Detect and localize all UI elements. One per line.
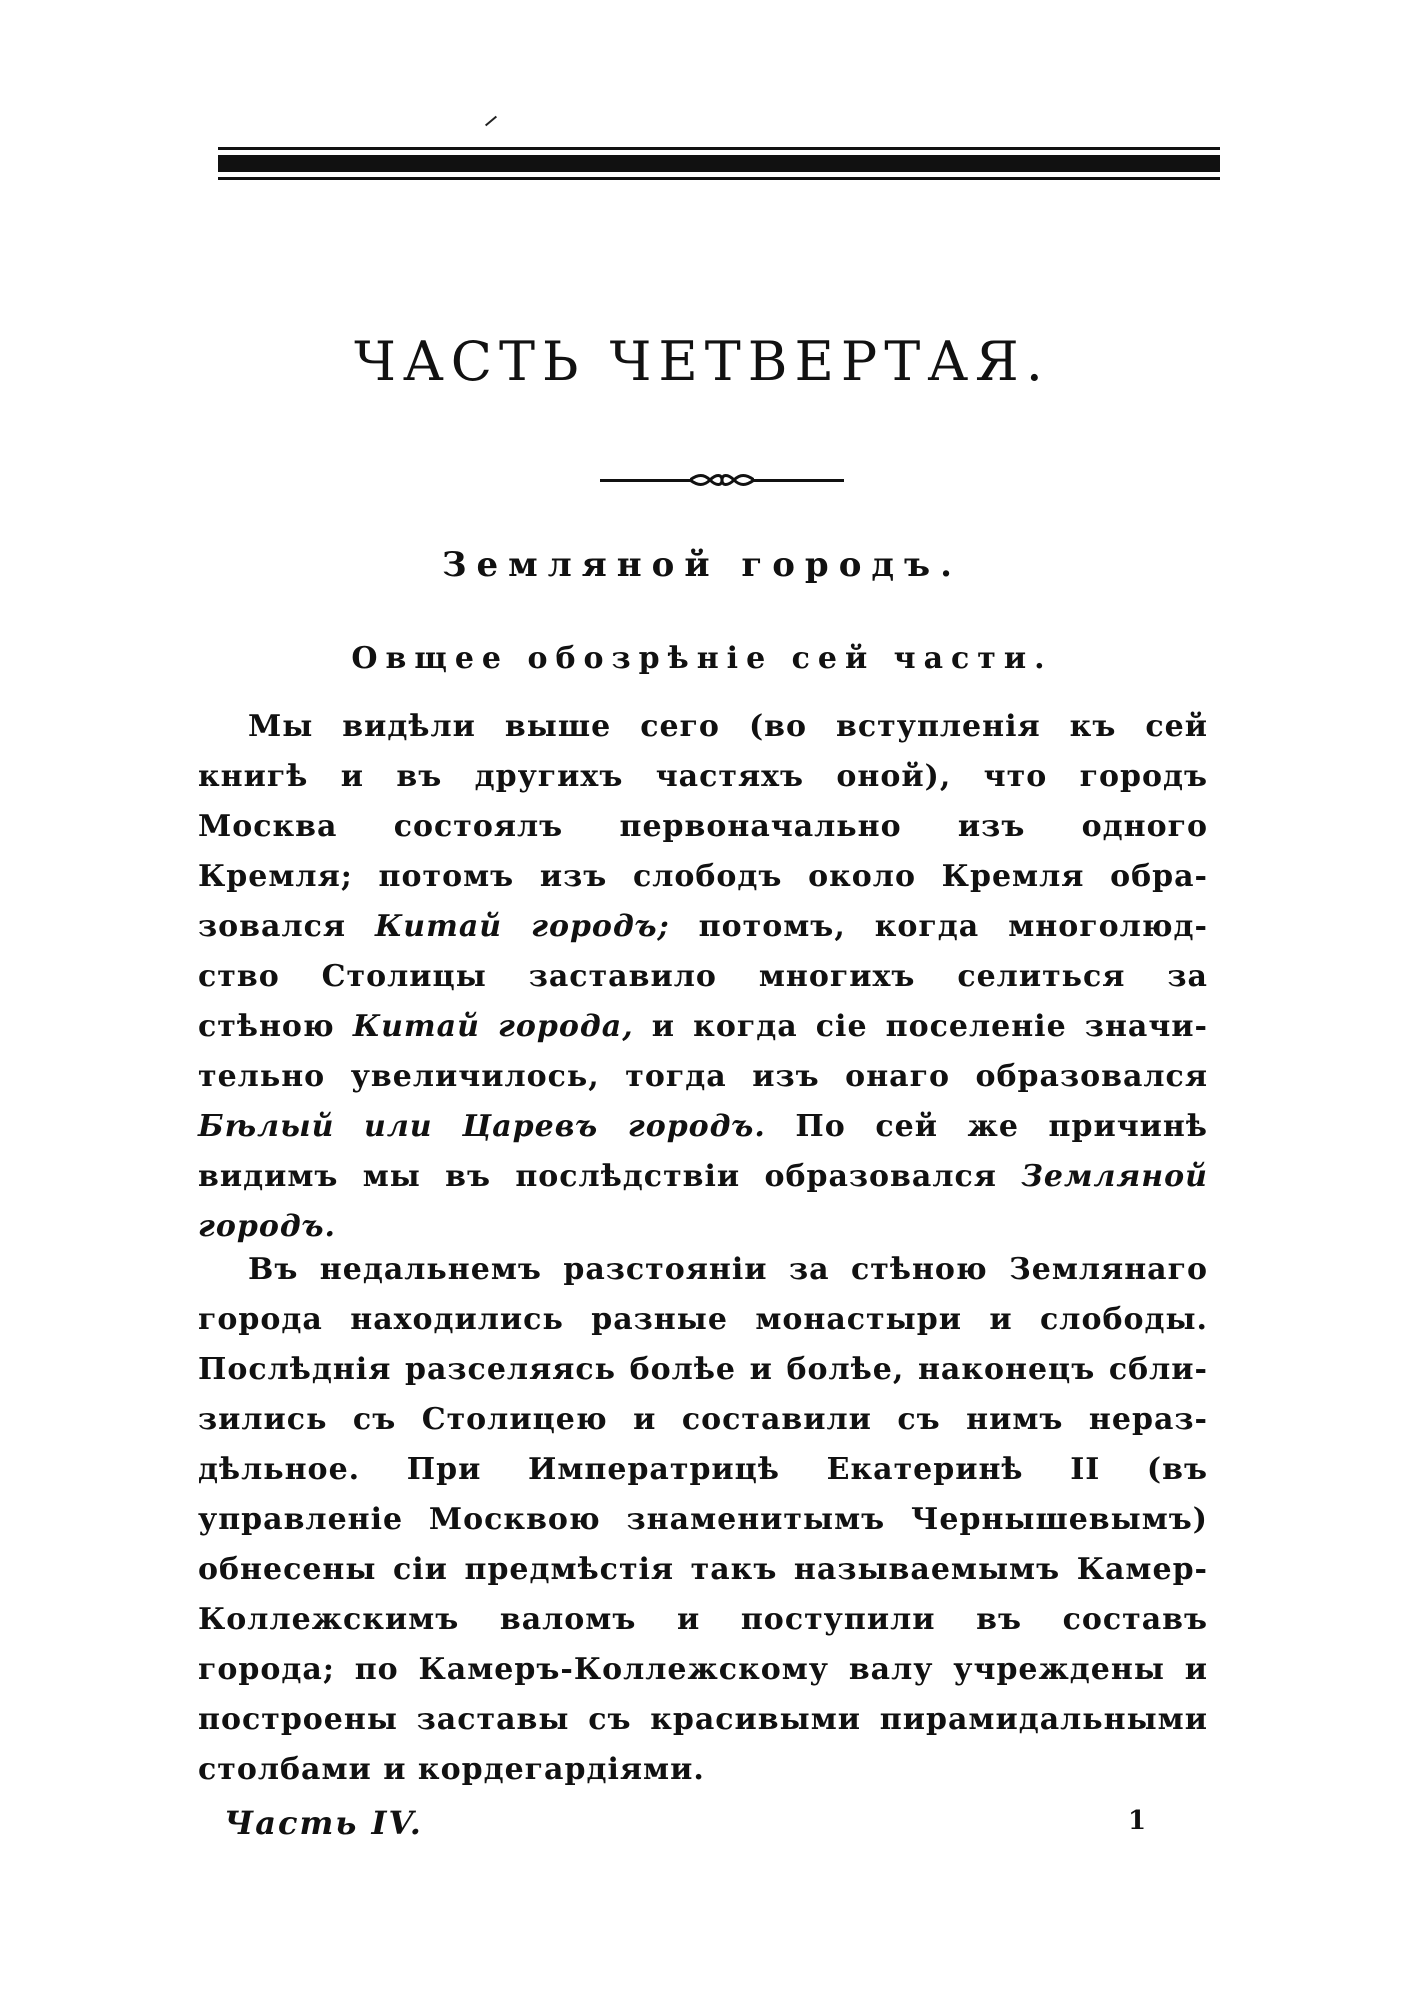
text-line: видимъ мы въ послѣдствіи образовался Земляной xyxy=(198,1159,1208,1194)
ornament-divider xyxy=(600,470,844,490)
text-line: Коллежскимъ валомъ и поступили въ составъ xyxy=(198,1602,1208,1637)
text-line: построены заставы съ красивыми пирамидальными xyxy=(198,1702,1208,1737)
text-line: города; по Камеръ-Коллежскому валу учреждены и xyxy=(198,1652,1208,1687)
top-rule xyxy=(218,147,1220,183)
text-line: книгѣ и въ другихъ частяхъ оной), что городъ xyxy=(198,759,1208,794)
page-number: 1 xyxy=(1128,1806,1147,1836)
text-line: столбами и кордегардіями. xyxy=(198,1752,705,1787)
footer-signature: Часть IV. xyxy=(224,1804,423,1842)
text-line: Кремля; потомъ изъ слободъ около Кремля обра- xyxy=(198,859,1208,894)
text-line: ство Столицы заставило многихъ селиться за xyxy=(198,959,1208,994)
subsection-title: Овщее обозрѣніе сей части. xyxy=(351,641,1053,676)
text-line: Бѣлый или Царевъ городъ. По сей же причинѣ xyxy=(198,1109,1208,1144)
text-line: Мы видѣли выше сего (во вступленія къ сей xyxy=(248,709,1208,744)
ornament-knot-icon xyxy=(690,472,754,488)
text-line: тельно увеличилось, тогда изъ онаго образовался xyxy=(198,1059,1208,1094)
text-line: города находились разные монастыри и слободы. xyxy=(198,1302,1208,1337)
italic-name: Бѣлый или Царевъ городъ. xyxy=(198,1109,766,1144)
paragraph-2 xyxy=(198,1245,1208,1795)
text-line: Въ недальнемъ разстояніи за стѣною Землянаго xyxy=(248,1252,1208,1287)
text-line: обнесены сіи предмѣстія такъ называемымъ Камер- xyxy=(198,1552,1208,1587)
text-line: дѣльное. При Императрицѣ Екатеринѣ II (въ xyxy=(198,1452,1208,1487)
text-line: зились съ Столицею и составили съ нимъ нераз- xyxy=(198,1402,1208,1437)
text-line: управленіе Москвою знаменитымъ Чернышевымъ) xyxy=(198,1502,1208,1537)
italic-name: Китай города, xyxy=(352,1009,634,1044)
part-title: ЧАСТЬ ЧЕТВЕРТАЯ. xyxy=(354,330,1050,393)
text-line: Послѣднія разселяясь болѣе и болѣе, наконецъ сбли- xyxy=(198,1352,1208,1387)
text-line: Москва состоялъ первоначально изъ одного xyxy=(198,809,1208,844)
paragraph-1 xyxy=(198,702,1208,1252)
italic-name: городъ. xyxy=(198,1209,336,1244)
italic-name: Китай городъ; xyxy=(375,909,670,944)
stray-mark xyxy=(485,116,497,127)
text-line: стѣною Китай города, и когда сіе поселеніе значи- xyxy=(198,1009,1209,1044)
section-title: Земляной городъ. xyxy=(442,545,962,585)
italic-name: Земляной xyxy=(1021,1159,1208,1194)
text-line: зовался Китай городъ; потомъ, когда многолюд- xyxy=(198,909,1208,944)
